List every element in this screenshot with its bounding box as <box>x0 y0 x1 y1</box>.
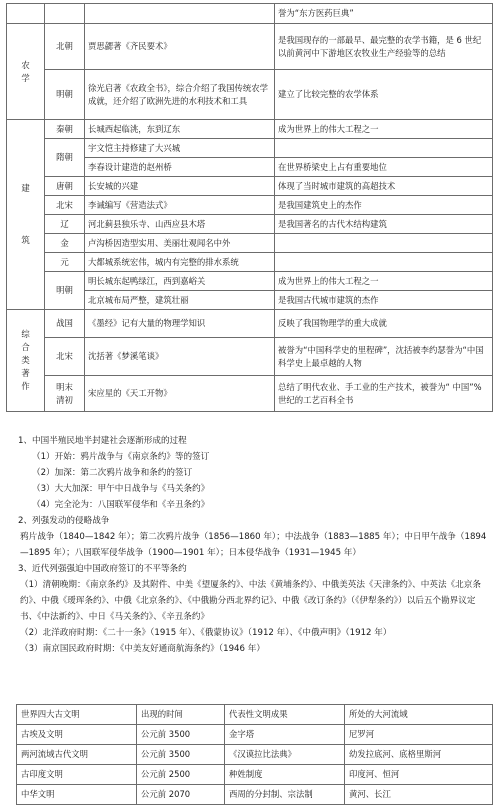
result-cell: 被誉为“中国科学史的里程碑”，沈括被李约瑟誉为“中国科学史上最卓越的人物 <box>275 338 493 376</box>
table-row <box>7 338 493 376</box>
outline-heading: 3、近代列强强迫中国政府签订的不平等条约 <box>18 564 187 574</box>
history-outline <box>16 433 492 657</box>
table-cell: 尼罗河 <box>345 725 493 745</box>
work-cell: 明长城东起鸭绿江，西到嘉峪关 <box>85 272 275 291</box>
column-header: 所处的大河流域 <box>345 705 493 725</box>
outline-paragraph: 鸦片战争（1840—1842 年）；第二次鸦片战争（1856—1860 年）；中法战争（1883—1885 年）；中日甲午战争（1894—1895 年）；八国联军侵华战争（1900—1901 年）；日本侵华战争（1931—1945 年） <box>20 532 487 558</box>
table-cell: 公元前 3500 <box>137 725 225 745</box>
result-cell: 是我国著名的古代木结构建筑 <box>275 215 493 234</box>
result-cell: 在世界桥梁史上占有重要地位 <box>275 158 493 177</box>
table-cell: 印度河、恒河 <box>345 765 493 785</box>
table-cell: 金字塔 <box>225 725 345 745</box>
work-cell: 贾思勰著《齐民要术》 <box>85 24 275 70</box>
work-cell: 卢沟桥因造型实用、美丽壮观闻名中外 <box>85 234 275 253</box>
dynasty-cell: 北朝 <box>45 24 85 70</box>
table-cell: 《汉谟拉比法典》 <box>225 745 345 765</box>
work-cell: 大都城系统宏伟，城内有完整的排水系统 <box>85 253 275 272</box>
dynasty-cell: 北宋 <box>45 196 85 215</box>
table-cell: 两河流域古代文明 <box>17 745 137 765</box>
work-cell: 长安城的兴建 <box>85 177 275 196</box>
ancient-civilizations-table <box>16 704 493 805</box>
outline-item: （1）清朝晚期：《南京条约》及其附件、中美《望厦条约》、中法《黄埔条约》、中俄美英法《天津条约》、中英法《北京条约》、中俄《瑷珲条约》、中俄《北京条约》、《中俄勘分西北界约记》、中俄《改订条约》（《伊犁条约》）以后五个勘界议定书、《中法新约》、中日《马关条约》、《辛丑条约》 <box>20 580 481 622</box>
result-cell: 成为世界上的伟大工程之一 <box>275 272 493 291</box>
table-row <box>7 120 493 139</box>
result-cell: 建立了比较完整的农学体系 <box>275 70 493 120</box>
work-cell: 《墨经》记有大量的物理学知识 <box>85 310 275 338</box>
dynasty-cell: 秦朝 <box>45 120 85 139</box>
work-cell: 徐光启著《农政全书》，综合介绍了我国传统农学成就，还介绍了欧洲先进的水利技术和工具 <box>85 70 275 120</box>
table-row <box>7 310 493 338</box>
result-cell: 总结了明代农业、手工业的生产技术，被誉为“ 中国”% 世纪的工艺百科全书 <box>275 376 493 412</box>
result-cell: 成为世界上的伟大工程之一 <box>275 120 493 139</box>
table-header-row <box>17 705 493 725</box>
outline-heading: 2、列强发动的侵略战争 <box>18 516 110 526</box>
table-cell: 种姓制度 <box>225 765 345 785</box>
outline-item: （3）大大加深：甲午中日战争与《马关条约》 <box>32 484 210 494</box>
table-row <box>17 765 493 785</box>
table-row <box>7 253 493 272</box>
work-cell: 宋应星的《天工开物》 <box>85 376 275 412</box>
column-header: 世界四大古文明 <box>17 705 137 725</box>
result-cell <box>275 253 493 272</box>
work-cell: 李春设计建造的赵州桥 <box>85 158 275 177</box>
table-row <box>17 785 493 805</box>
table-row <box>7 234 493 253</box>
table-cell: 古印度文明 <box>17 765 137 785</box>
table-cell: 幼发拉底河、底格里斯河 <box>345 745 493 765</box>
table-cell: 公元前 2070 <box>137 785 225 805</box>
science-achievements-table <box>6 3 493 412</box>
work-cell: 李诫编写《营造法式》 <box>85 196 275 215</box>
work-cell: 宇文恺主持修建了大兴城 <box>85 139 275 158</box>
dynasty-cell: 明朝 <box>45 70 85 120</box>
dynasty-cell: 辽 <box>45 215 85 234</box>
work-cell: 沈括著《梦溪笔谈》 <box>85 338 275 376</box>
table-row <box>7 139 493 158</box>
dynasty-cell: 唐朝 <box>45 177 85 196</box>
dynasty-cell: 元 <box>45 253 85 272</box>
work-cell: 河北蓟县独乐寺、山西应县木塔 <box>85 215 275 234</box>
outline-item: （2）北洋政府时期：《二十一条》（1915 年）、《俄蒙协议》（1912 年）、《中俄声明》（1912 年） <box>20 628 392 638</box>
table-cell: 公元前 3500 <box>137 745 225 765</box>
dynasty-cell: 战国 <box>45 310 85 338</box>
result-cell: 誉为“东方医药巨典” <box>275 4 493 24</box>
table-cell: 古埃及文明 <box>17 725 137 745</box>
result-cell: 是我国建筑史上的杰作 <box>275 196 493 215</box>
table-row <box>17 745 493 765</box>
outline-item: （1）开始：鸦片战争与《南京条约》等的签订 <box>32 452 210 462</box>
dynasty-cell: 明朝 <box>45 272 85 310</box>
outline-heading: 1、中国半殖民地半封建社会逐渐形成的过程 <box>18 436 187 446</box>
column-header: 出现的时间 <box>137 705 225 725</box>
category-agriculture: 农 学 <box>7 24 45 120</box>
category-architecture: 建 筑 <box>7 120 45 310</box>
work-cell: 长城西起临洮，东到辽东 <box>85 120 275 139</box>
table-cell: 中华文明 <box>17 785 137 805</box>
table-row <box>7 196 493 215</box>
table-row <box>7 177 493 196</box>
table-row <box>7 24 493 70</box>
result-cell: 是我国古代城市建筑的杰作 <box>275 291 493 310</box>
table-cell: 西周的分封制、宗法制 <box>225 785 345 805</box>
result-cell: 是我国现存的一部最早、最完整的农学书籍，是 6 世纪以前黄河中下游地区农牧业生产经验等的总结 <box>275 24 493 70</box>
category-comprehensive: 综 合 类 著 作 <box>7 310 45 412</box>
outline-item: （3）南京国民政府时期：《中美友好通商航海条约》（1946 年） <box>20 644 265 654</box>
work-cell: 北京城布局严整，建筑壮丽 <box>85 291 275 310</box>
table-row <box>7 272 493 291</box>
result-cell <box>275 234 493 253</box>
dynasty-cell: 明末 清初 <box>45 376 85 412</box>
dynasty-cell: 北宋 <box>45 338 85 376</box>
table-cell: 公元前 2500 <box>137 765 225 785</box>
table-row <box>7 4 493 24</box>
dynasty-cell: 金 <box>45 234 85 253</box>
table-row <box>17 725 493 745</box>
result-cell: 反映了我国物理学的重大成就 <box>275 310 493 338</box>
table-row <box>7 70 493 120</box>
outline-item: （4）完全沦为：八国联军侵华和《辛丑条约》 <box>32 500 210 510</box>
table-row <box>7 215 493 234</box>
result-cell: 体现了当时城市建筑的高超技术 <box>275 177 493 196</box>
result-cell <box>275 139 493 158</box>
dynasty-cell: 隋朝 <box>45 139 85 177</box>
outline-item: （2）加深：第二次鸦片战争和条约的签订 <box>32 468 193 478</box>
table-row <box>7 376 493 412</box>
table-cell: 黄河、长江 <box>345 785 493 805</box>
column-header: 代表性文明成果 <box>225 705 345 725</box>
